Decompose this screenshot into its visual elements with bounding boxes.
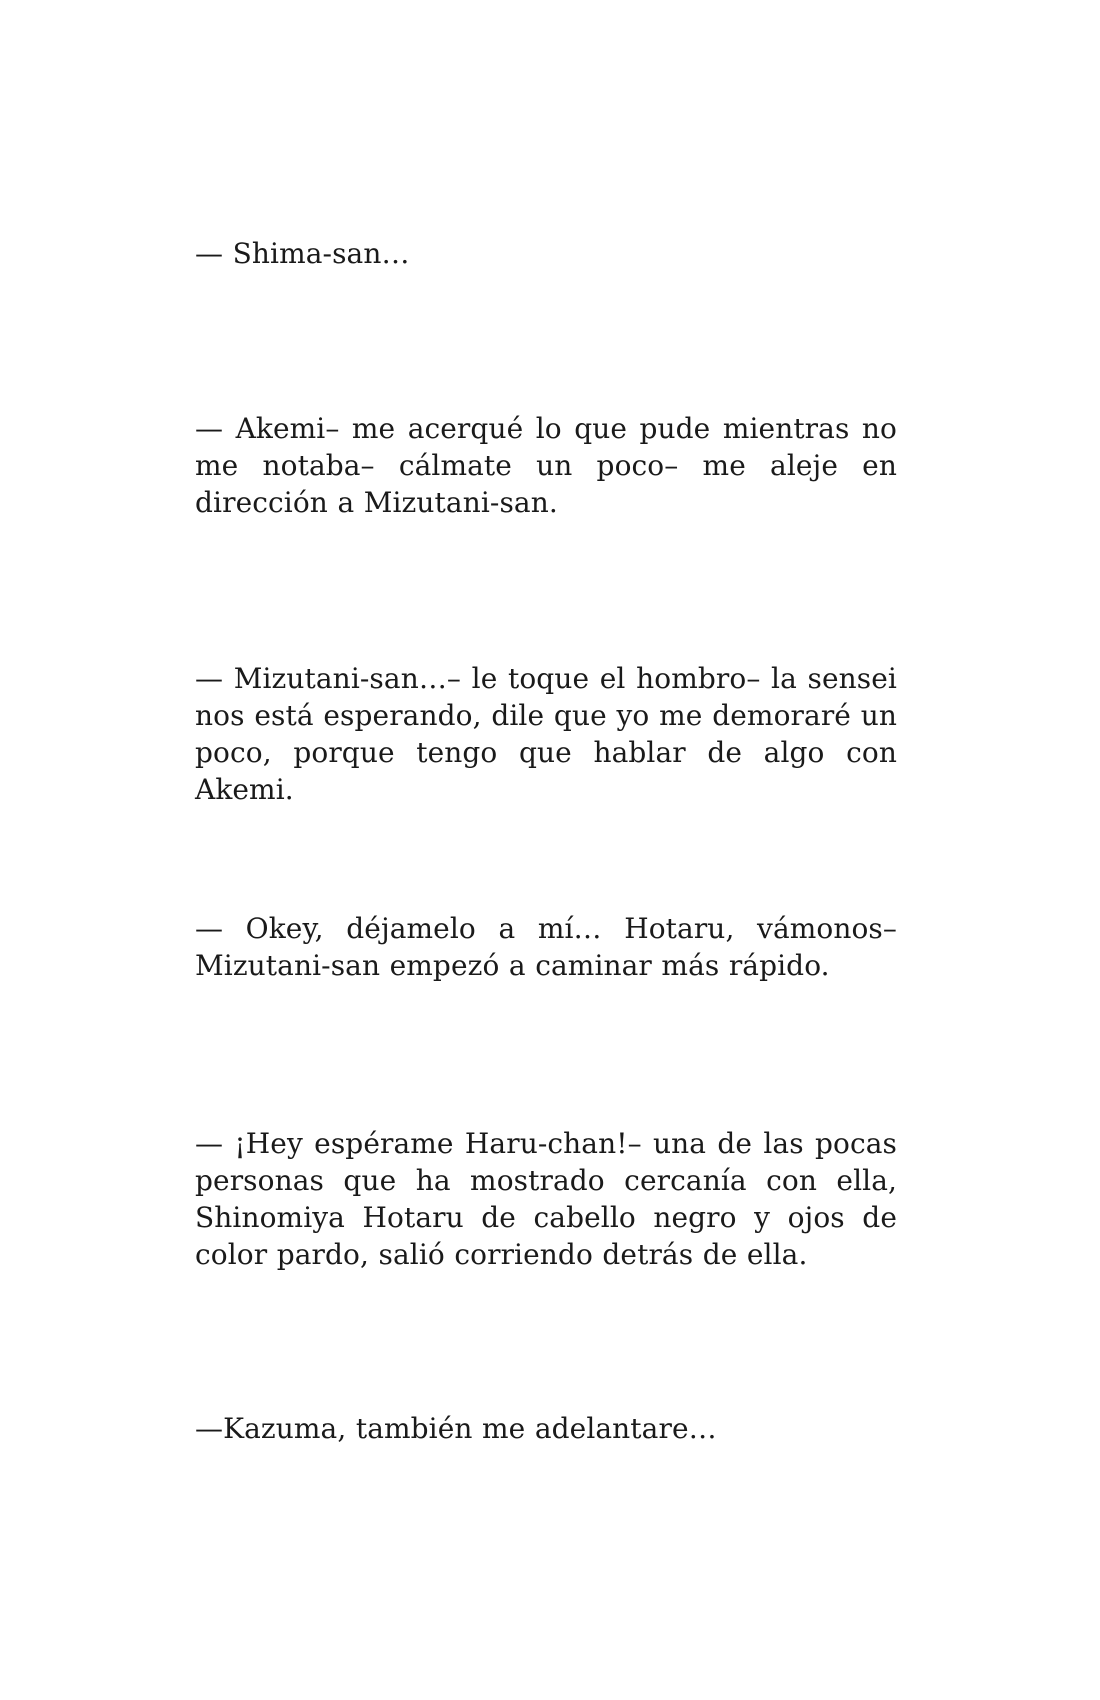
paragraph-6: —Kazuma, también me adelantare… [195,1412,717,1445]
paragraph-2: — Akemi– me acerqué lo que pude mientras no me notaba– cálmate un poco– me aleje en dirección a Mizutani-san. [195,412,897,519]
paragraph-3: — Mizutani-san…– le toque el hombro– la sensei nos está esperando, dile que yo me demoraré un poco, porque tengo que hablar de algo con Akemi. [195,662,897,806]
paragraph-4: — Okey, déjamelo a mí… Hotaru, vámonos– Mizutani-san empezó a caminar más rápido. [195,912,897,982]
paragraph-5: — ¡Hey espérame Haru-chan!– una de las pocas personas que ha mostrado cercanía con ella, Shinomiya Hotaru de cabello negro y ojos de color pardo, salió corriendo detrás de ella. [195,1127,897,1271]
paragraph-1: — Shima-san… [195,237,410,270]
